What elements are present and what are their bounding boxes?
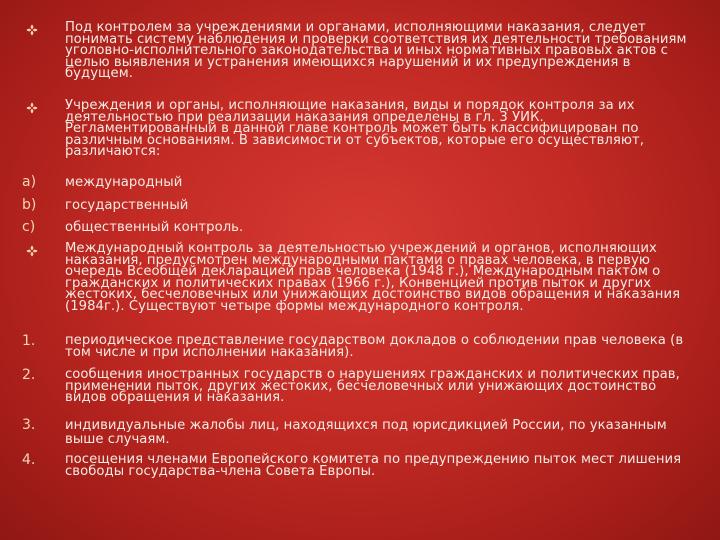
- list-text-individual-complaints: индивидуальные жалобы лиц, находящихся под юрисдикцией России, по указанным выше случаям.: [65, 418, 667, 447]
- list-marker-c: c): [22, 219, 36, 235]
- fleuron-bullet-icon: [25, 101, 39, 115]
- list-marker-3: 3.: [22, 417, 36, 433]
- list-marker-1: 1.: [22, 333, 36, 349]
- list-text-european-committee: посещения членами Европейского комитета по предупреждению пыток мест лишения свободы государства-члена Совета Европы.: [65, 452, 682, 479]
- paragraph-control-definition: Под контролем за учреждениями и органами, исполняющими наказания, следует понимать систему наблюдения и проверки соответствия их деятельности требованиям уголовно-исполнительного законодательства и иных нормативных правовых актов с целью выявления и устранения имеющихся нарушений и их предупреждения в будущем.: [65, 20, 687, 82]
- list-text-foreign-reports: сообщения иностранных государств о нарушениях гражданских и политических прав, применении пыток, других жестоких, бесчеловечных или унижающих достоинство видов обращения и наказания.: [65, 367, 680, 406]
- list-text-public: общественный контроль.: [65, 220, 244, 235]
- fleuron-bullet-icon: [25, 23, 39, 37]
- paragraph-control-types: Учреждения и органы, исполняющие наказания, виды и порядок контроля за их деятельностью при реализации наказания определены в гл. 3 УИК. Регламентированный в данной главе контроль может быть классифицирован по различным основаниям. В зависимости от субъектов, которые его осуществляют, различаются:: [65, 98, 645, 160]
- list-marker-4: 4.: [22, 452, 36, 468]
- list-marker-2: 2.: [22, 367, 36, 383]
- list-marker-b: b): [22, 197, 37, 213]
- list-text-international: международный: [65, 175, 183, 190]
- list-marker-a: a): [22, 174, 37, 190]
- fleuron-bullet-icon: [25, 244, 39, 258]
- list-text-state-reports: периодическое представление государством докладов о соблюдении прав человека (в том числе и при исполнении наказания).: [65, 333, 684, 360]
- paragraph-international-control: Международный контроль за деятельностью учреждений и органов, исполняющих наказания, предусмотрен международными пактами о правах человека, в первую очередь Всеобщей декларацией прав человека (1948 г.), Международным пактом о гражданских и политических правах (1966 г.), Конвенцией против пыток и других жестоких, бесчеловечных или унижающих достоинство видов обращения и наказания (1984г.). Существуют четыре формы международного контроля.: [65, 241, 681, 314]
- list-text-state: государственный: [65, 198, 189, 213]
